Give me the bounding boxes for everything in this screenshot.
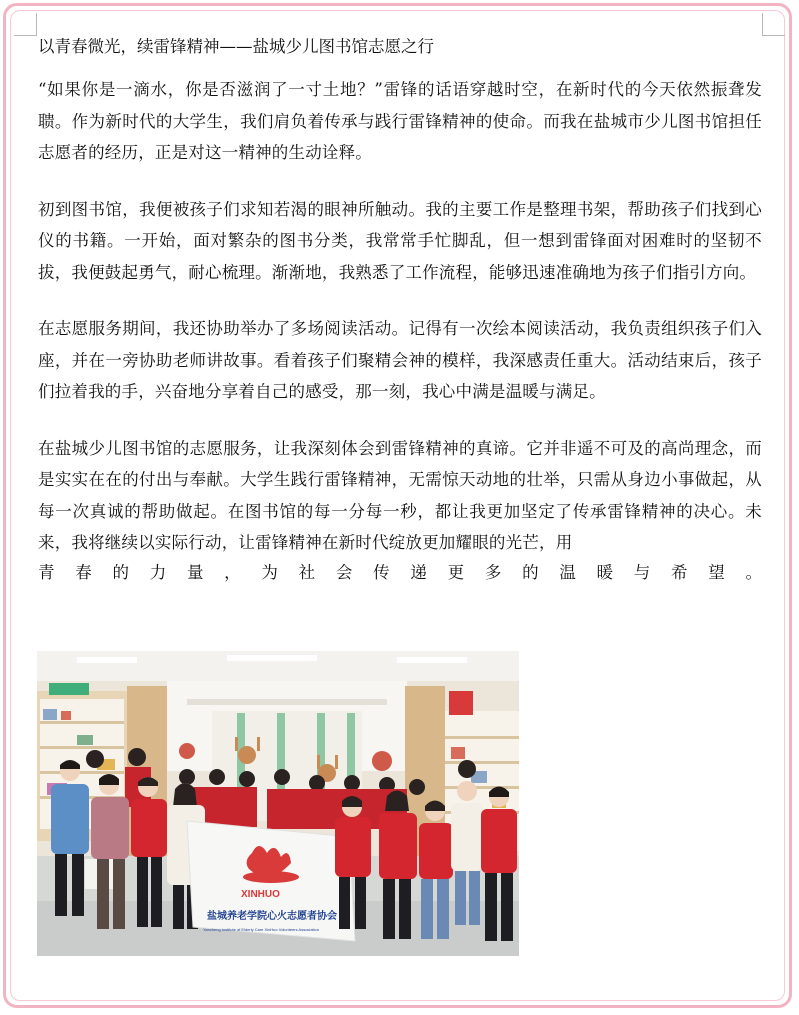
crop-mark-top-left [14, 13, 37, 36]
group-photo-illustration [37, 651, 519, 956]
banner-brand-text: XINHUO [241, 889, 280, 900]
paragraph-conclusion: 在盐城少儿图书馆的志愿服务，让我深刻体会到雷锋精神的真谛。它并非遥不可及的高尚理念，而是实实在在的付出与奉献。大学生践行雷锋精神，无需惊天动地的壮举，只需从身边小事做起，从每一次真诚的帮助做起。在图书馆的每一分每一秒，都让我更加坚定了传承雷锋精神的决心。未来，我将继续以实际行动，让雷锋精神在新时代绽放更加耀眼的光芒，用 [38, 438, 762, 552]
group-photo [37, 651, 519, 956]
crop-mark-top-right [762, 13, 785, 36]
paragraph-intro: “如果你是一滴水，你是否滋润了一寸土地？”雷锋的话语穿越时空，在新时代的今天依然振聋发聩。作为新时代的大学生，我们肩负着传承与践行雷锋精神的使命。而我在盐城市少儿图书馆担任志愿者的经历，正是对这一精神的生动诠释。 [38, 80, 762, 162]
document-title: 以青春微光，续雷锋精神——盐城少儿图书馆志愿之行 [38, 37, 434, 56]
paragraph-reading-activity: 在志愿服务期间，我还协助举办了多场阅读活动。记得有一次绘本阅读活动，我负责组织孩子们入座，并在一旁协助老师讲故事。看着孩子们聚精会神的模样，我深感责任重大。活动结束后，孩子们拉着我的手，兴奋地分享着自己的感受，那一刻，我心中满是温暖与满足。 [38, 319, 762, 401]
banner-english-text: Yancheng Institute of Elderly Care XinHuo Volunteers Association [203, 927, 319, 932]
paragraph-first-days: 初到图书馆，我便被孩子们求知若渴的眼神所触动。我的主要工作是整理书架，帮助孩子们找到心仪的书籍。一开始，面对繁杂的图书分类，我常常手忙脚乱，但一想到雷锋面对困难时的坚韧不拔，我便鼓起勇气，耐心梳理。渐渐地，我熟悉了工作流程，能够迅速准确地为孩子们指引方向。 [38, 199, 762, 282]
document-body [38, 34, 762, 581]
closing-line: 青春的力量，为社会传递更多的温暖与希望。 [38, 562, 762, 582]
banner-org-text: 盐城养老学院心火志愿者协会 [207, 911, 337, 922]
